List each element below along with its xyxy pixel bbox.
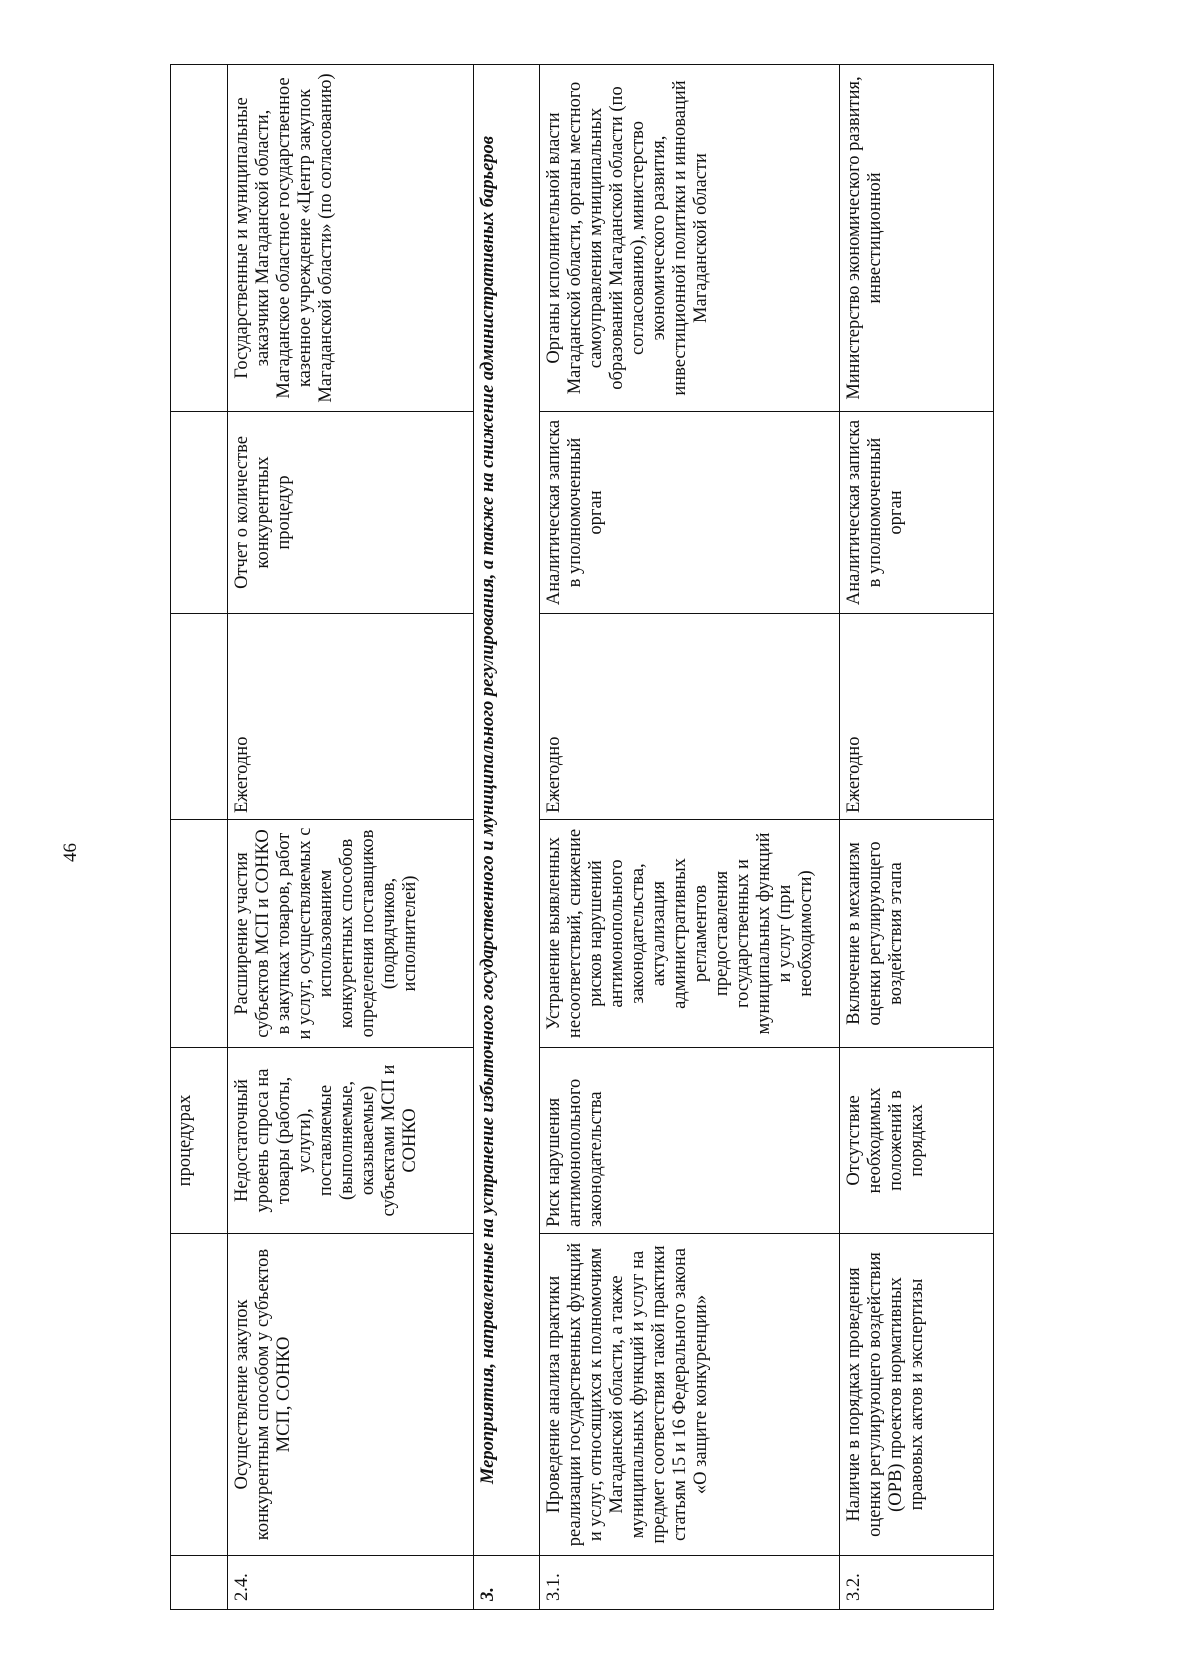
table-row	[540, 65, 840, 1610]
page-number: 46	[60, 843, 81, 862]
executor-cell: Органы исполнительной власти Магаданской области, органы местного самоуправления муниципальных образований Магаданской области (по согласованию), министерство экономического развития, инвестиционной политики и инноваций Магаданской области	[540, 65, 840, 412]
section-title: Мероприятия, направленные на устранение избыточного государственного и муниципального регулирования, а также на снижение административных барьеров	[474, 65, 540, 1556]
table-row	[171, 65, 228, 1610]
result-cell: Устранение выявленных несоответствий, снижение рисков нарушений антимонопольного законодательства, актуализация административных регламентов предоставления государственных и муниципальных функций и услуг (при необходимости)	[540, 820, 840, 1048]
executor-cell: Государственные и муниципальные заказчики Магаданской области, Магаданское областное государственное казенное учреждение «Центр закупок Магаданской области» (по согласованию)	[228, 65, 474, 412]
result-cell	[171, 820, 228, 1048]
measure-cell: Осуществление закупок конкурентным способом у субъектов МСП, СОНКО	[228, 1234, 474, 1556]
row-number: 3.1.	[540, 1556, 840, 1610]
deadline-cell: Ежегодно	[228, 614, 474, 820]
executor-cell	[171, 65, 228, 412]
row-number	[171, 1556, 228, 1610]
row-number: 3.2.	[840, 1556, 994, 1610]
rotated-table-container	[170, 65, 993, 1610]
problem-cell: Риск нарушения антимонопольного законодательства	[540, 1048, 840, 1234]
executor-cell: Министерство экономического развития, инвестиционной	[840, 65, 994, 412]
measure-cell: Проведение анализа практики реализации государственных функций и услуг, относящихся к полномочиям Магаданской области, а также муниципальных функций и услуг на предмет соответствия такой практики статьям 15 и 16 Федерального закона «О защите конкуренции»	[540, 1234, 840, 1556]
deadline-cell	[171, 614, 228, 820]
measures-table	[170, 64, 994, 1610]
measure-cell: Наличие в порядках проведения оценки регулирующего воздействия (ОРВ) проектов нормативных правовых актов и экспертизы	[840, 1234, 994, 1556]
problem-cell: Недостаточный уровень спроса на товары (работы, услуги), поставляемые (выполняемые, оказываемые) субъектами МСП и СОНКО	[228, 1048, 474, 1234]
document-cell: Отчет о количестве конкурентных процедур	[228, 412, 474, 614]
problem-cell: Отсутствие необходимых положений в порядках	[840, 1048, 994, 1234]
row-number: 2.4.	[228, 1556, 474, 1610]
result-cell: Включение в механизм оценки регулирующего воздействия этапа	[840, 820, 994, 1048]
document-cell: Аналитическая записка в уполномоченный орган	[840, 412, 994, 614]
measure-cell	[171, 1234, 228, 1556]
document-cell	[171, 412, 228, 614]
table-row	[840, 65, 994, 1610]
document-cell: Аналитическая записка в уполномоченный орган	[540, 412, 840, 614]
result-cell: Расширение участия субъектов МСП и СОНКО в закупках товаров, работ и услуг, осуществляемых с использованием конкурентных способов определения поставщиков (подрядчиков, исполнителей)	[228, 820, 474, 1048]
deadline-cell: Ежегодно	[540, 614, 840, 820]
section-row	[474, 65, 540, 1610]
table-row	[228, 65, 474, 1610]
deadline-cell: Ежегодно	[840, 614, 994, 820]
section-number: 3.	[474, 1556, 540, 1610]
problem-cell: процедурах	[171, 1048, 228, 1234]
